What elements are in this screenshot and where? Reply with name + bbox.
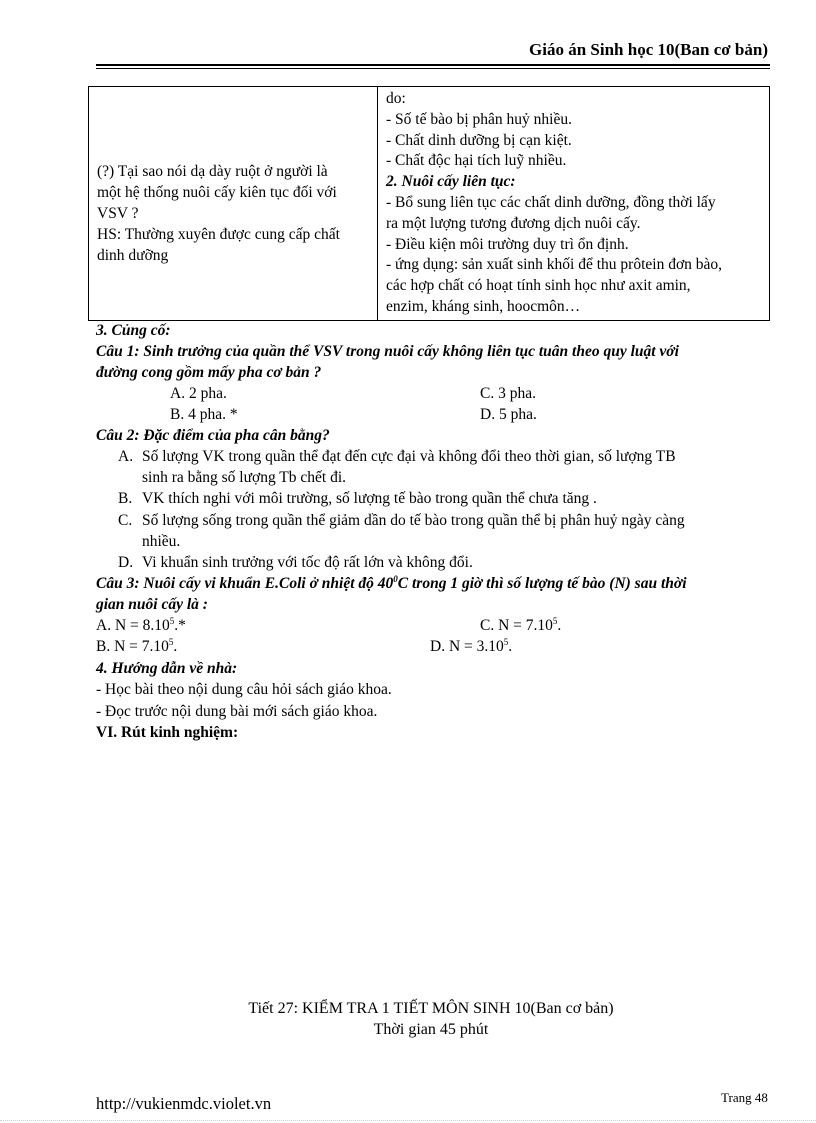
homework-line-1: - Học bài theo nội dung câu hỏi sách giáo khoa. [96,681,392,698]
question-2-title: Câu 2: Đặc điểm của pha cân bằng? [96,427,330,444]
question-3-line-2: gian nuôi cấy là : [96,596,208,613]
content-line: ra một lượng tương đương dịch nuôi cấy. [386,214,641,232]
header-rule-thick [96,64,770,66]
question-1-line-1: Câu 1: Sinh trưởng của quần thể VSV trong nuôi cấy không liên tục tuân theo quy luật với [96,343,679,360]
header-rule-thin [96,68,770,69]
option-suffix: .* [174,617,186,634]
content-cell [378,87,770,321]
question-3-line-1-post: C trong 1 giờ thì số lượng tế bào (N) sau thời [397,575,687,592]
option-suffix: . [508,638,513,655]
question-1-option-c: C. 3 pha. [480,385,536,402]
question-3-option-b [96,638,177,656]
question-3-line-1 [96,575,687,593]
content-line: - Chất độc hại tích luỹ nhiều. [386,152,567,170]
content-line: do: [386,90,406,107]
question-2-option-a-letter: A. [118,448,134,465]
question-line: một hệ thống nuôi cấy kiên tục đối với [97,184,337,202]
content-line: - ứng dụng: sản xuất sinh khối để thu prôtein đơn bào, [386,256,723,274]
teacher-question-cell [89,87,378,321]
option-suffix: . [557,617,562,634]
question-line: VSV ? [97,204,139,222]
content-line: - Số tế bào bị phân huỷ nhiều. [386,110,572,128]
question-2-option-b-letter: B. [118,490,133,507]
answer-line: dinh dưỡng [97,246,169,264]
table-row [89,87,770,321]
lesson-table [88,86,770,321]
footer-url-link[interactable]: http://vukienmdc.violet.vn [96,1094,272,1113]
question-line: (?) Tại sao nói dạ dày ruột ở người là [97,163,328,181]
question-2-option-d: Vi khuẩn sinh trưởng với tốc độ rất lớn và không đổi. [142,554,473,571]
degree-superscript: 0 [393,573,398,584]
content-line: - Điều kiện môi trường duy trì ổn định. [386,235,629,253]
test-title: Tiết 27: KIỂM TRA 1 TIẾT MÔN SINH 10(Ban cơ bản) [248,1000,614,1017]
question-2-option-a-line-2: sinh ra bằng số lượng Tb chết đi. [142,469,347,486]
homework-line-2: - Đọc trước nội dung bài mới sách giáo khoa. [96,703,378,720]
question-1-line-2: đường cong gồm mấy pha cơ bản ? [96,364,322,381]
section-3-heading: 3. Củng cố: [96,322,171,339]
page-number: Trang 48 [721,1090,768,1105]
option-text: D. N = 3.10 [430,638,504,655]
exponent: 5 [503,636,509,647]
test-duration: Thời gian 45 phút [373,1021,489,1038]
option-suffix: . [173,638,178,655]
question-3-option-a [96,617,186,635]
answer-line: HS: Thường xuyên được cung cấp chất [97,225,340,243]
content-line: các hợp chất có hoạt tính sinh học như axit amin, [386,277,691,295]
exponent: 5 [552,615,558,626]
section-4-heading: 4. Hướng dẫn về nhà: [96,660,238,677]
document-header-title: Giáo án Sinh học 10(Ban cơ bản) [529,40,768,59]
option-text: C. N = 7.10 [480,617,553,634]
question-3-option-c [480,617,561,635]
question-3-option-d [430,638,512,656]
question-2-option-d-letter: D. [118,554,134,571]
section-6-heading: VI. Rút kinh nghiệm: [96,724,239,741]
question-2-option-c-line-2: nhiều. [142,533,181,550]
footer-rule [0,1120,816,1121]
question-2-option-c-letter: C. [118,512,133,529]
question-1-option-b: B. 4 pha. * [170,406,238,423]
question-2-option-b: VK thích nghi với môi trường, số lượng tế bào trong quần thể chưa tăng . [142,490,597,507]
content-line: enzim, kháng sinh, hoocmôn… [386,297,581,315]
exponent: 5 [168,636,174,647]
content-line: - Bổ sung liên tục các chất dinh dưỡng, đồng thời lấy [386,193,716,211]
question-1-option-a: A. 2 pha. [170,385,227,402]
option-text: B. N = 7.10 [96,638,169,655]
content-line: - Chất dinh dưỡng bị cạn kiệt. [386,131,572,149]
exponent: 5 [169,615,175,626]
option-text: A. N = 8.10 [96,617,170,634]
question-2-option-c-line-1: Số lượng sống trong quần thể giảm dần do tế bào trong quần thể bị phân huỷ ngày càng [142,512,685,529]
question-3-line-1-pre: Câu 3: Nuôi cấy vi khuẩn E.Coli ở nhiệt độ 40 [96,575,394,592]
question-2-option-a-line-1: Số lượng VK trong quần thể đạt đến cực đại và không đổi theo thời gian, số lượng TB [142,448,676,465]
content-subheading: 2. Nuôi cấy liên tục: [386,173,516,191]
question-1-option-d: D. 5 pha. [480,406,537,423]
